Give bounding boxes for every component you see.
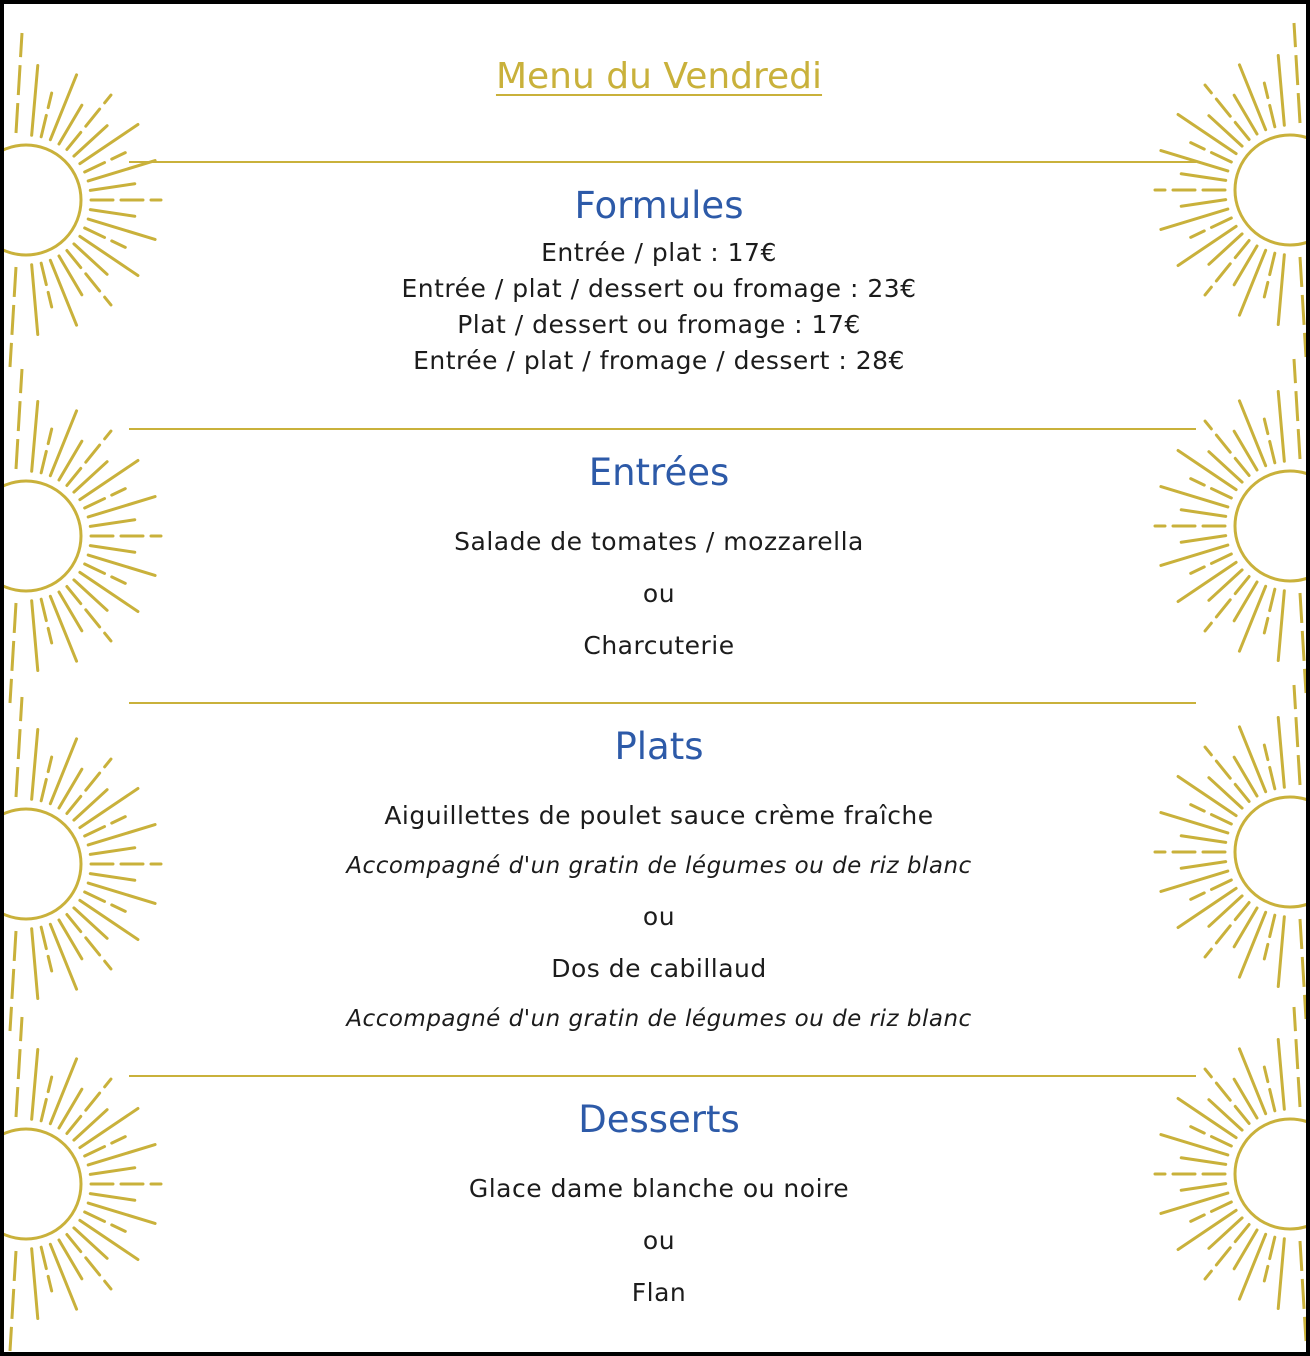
section-divider xyxy=(129,161,1196,163)
section-heading-entrees: Entrées xyxy=(588,451,730,494)
separator-text: ou xyxy=(642,579,676,608)
section-divider xyxy=(129,1075,1196,1077)
section-heading-plats: Plats xyxy=(614,725,704,768)
section-heading-formules: Formules xyxy=(574,184,744,227)
entree-item: Salade de tomates / mozzarella xyxy=(454,527,864,556)
formule-item: Entrée / plat / dessert ou fromage : 23€ xyxy=(401,274,917,303)
dessert-item: Glace dame blanche ou noire xyxy=(468,1174,850,1203)
separator-text: ou xyxy=(642,1226,676,1255)
dessert-item: Flan xyxy=(631,1278,687,1307)
plat-item: Aiguillettes de poulet sauce crème fraîche xyxy=(384,801,934,830)
section-divider xyxy=(129,702,1196,704)
plat-item: Dos de cabillaud xyxy=(551,954,767,983)
formule-item: Plat / dessert ou fromage : 17€ xyxy=(457,310,861,339)
section-divider xyxy=(129,428,1196,430)
formule-item: Entrée / plat / fromage / dessert : 28€ xyxy=(413,346,905,375)
plat-side-note: Accompagné d'un gratin de légumes ou de riz blanc xyxy=(346,853,972,879)
entree-item: Charcuterie xyxy=(583,631,735,660)
page-title: Menu du Vendredi xyxy=(495,56,823,97)
separator-text: ou xyxy=(642,902,676,931)
formule-item: Entrée / plat : 17€ xyxy=(541,238,777,267)
section-heading-desserts: Desserts xyxy=(578,1098,740,1141)
plat-side-note: Accompagné d'un gratin de légumes ou de riz blanc xyxy=(346,1006,972,1032)
